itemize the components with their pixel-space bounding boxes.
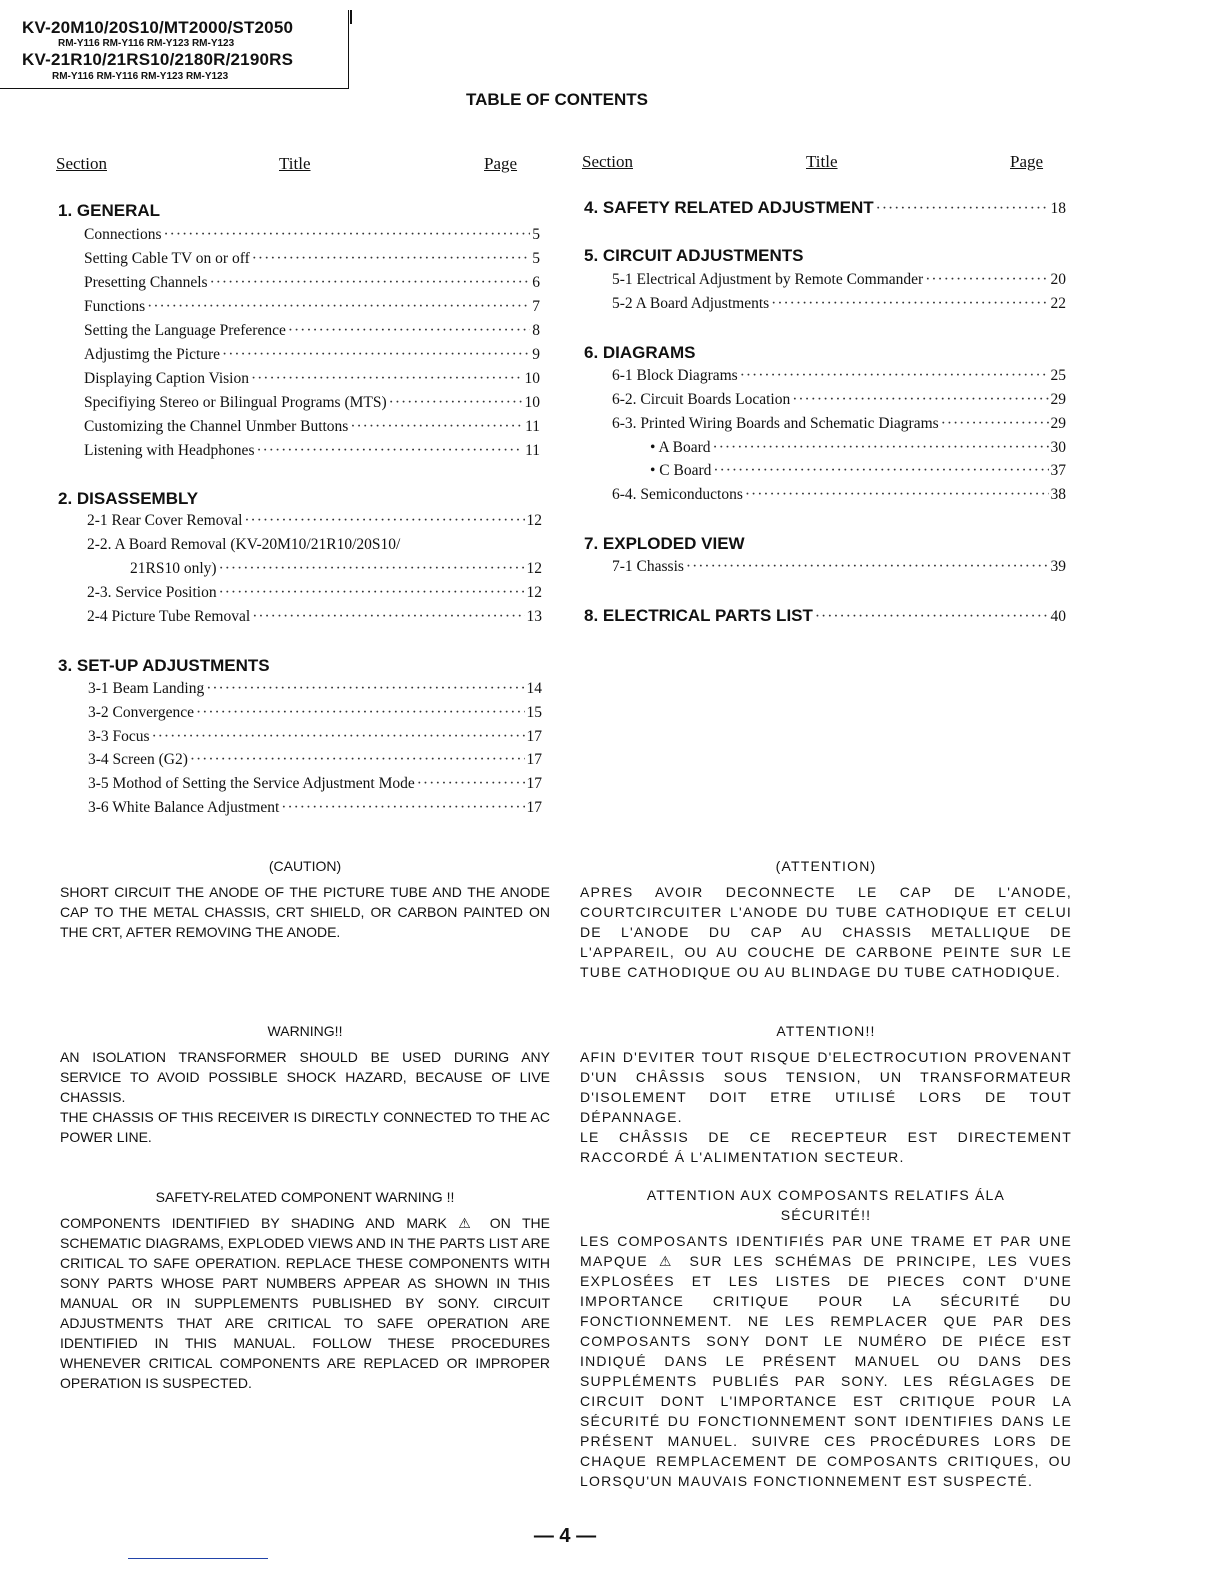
toc-entry[interactable]: Specifiying Stereo or Bilingual Programs (MTS) ····· 10 xyxy=(84,394,540,412)
safety-notice xyxy=(60,1187,550,1393)
toc-entry-section-8[interactable]: 8. ELECTRICAL PARTS LIST ····· 40 xyxy=(584,606,1066,626)
model-line-2: KV-21R10/21RS10/2180R/2190RS xyxy=(22,50,294,69)
toc-entry[interactable]: Displaying Caption Vision ····· 10 xyxy=(84,370,540,388)
toc-entry[interactable]: Setting the Language Preference ····· 8 xyxy=(84,322,540,340)
toc-entry[interactable]: 3-3 Focus ····· 17 xyxy=(88,728,542,746)
section-title: 6. DIAGRAMS xyxy=(584,343,696,362)
safety-text: COMPONENTS IDENTIFIED BY SHADING AND MARK ⚠ ON THE SCHEMATIC DIAGRAMS, EXPLODED VIEWS AND IN THE PARTS LIST ARE CRITICAL TO SAFE OPERATION. REPLACE THESE COMPONENTS WITH SONY PARTS WHOSE PART NUMBERS APPEAR AS SHOWN IN THIS MANUAL OR IN SUPPLEMENTS PUBLISHED BY SONY. CIRCUIT ADJUSTMENTS THAT ARE CRITICAL TO SAFE OPERATION ARE IDENTIFIED IN THIS MANUAL. FOLLOW THESE PROCEDURES WHENEVER CRITICAL COMPONENTS ARE REPLACED OR IMPROPER OPERATION IS SUSPECTED. xyxy=(60,1215,550,1391)
section-title: 2. DISASSEMBLY xyxy=(58,489,199,508)
securite-title: ATTENTION AUX COMPOSANTS RELATIFS ÁLA SÉCURITÉ!! xyxy=(646,1187,1006,1223)
toc-entry-section-4[interactable]: 4. SAFETY RELATED ADJUSTMENT ····· 18 xyxy=(584,198,1066,218)
toc-entry[interactable]: 5-2 A Board Adjustments ····· 22 xyxy=(612,295,1066,313)
toc-entry[interactable]: 2-2. A Board Removal (KV-20M10/21R10/20S10/ xyxy=(87,536,401,553)
column-header-page: Page xyxy=(1010,152,1044,171)
toc-entry[interactable]: Adjustimg the Picture ····· 9 xyxy=(84,346,540,364)
attention-notice xyxy=(580,856,1072,982)
attention2-title: ATTENTION!! xyxy=(776,1023,876,1039)
warning-title: WARNING!! xyxy=(267,1023,343,1039)
warning-text-2: THE CHASSIS OF THIS RECEIVER IS DIRECTLY CONNECTED TO THE AC POWER LINE. xyxy=(60,1109,550,1145)
column-header-section: Section xyxy=(56,154,107,173)
toc-entry[interactable]: 7-1 Chassis ····· 39 xyxy=(612,558,1066,576)
column-header-page: Page xyxy=(484,154,518,173)
toc-entry[interactable]: Functions ····· 7 xyxy=(84,298,540,316)
column-header-title: Title xyxy=(806,152,838,171)
toc-entry[interactable]: 6-1 Block Diagrams ····· 25 xyxy=(612,367,1066,385)
toc-entry[interactable]: Listening with Headphones ····· 11 xyxy=(84,442,540,460)
toc-entry[interactable]: 3-4 Screen (G2) ····· 17 xyxy=(88,751,542,769)
attention-title: (ATTENTION) xyxy=(775,858,877,874)
securite-text: LES COMPOSANTS IDENTIFIÉS PAR UNE TRAME ET PAR UNE MAPQUE ⚠ SUR LES SCHÉMAS DE PRINCIPE, LES VUES EXPLOSÉES ET LES LISTES DE PIECES CONT D'UNE IMPORTANCE CRITIQUE POUR LA SÉCURITÉ DU FONCTIONNEMENT. NE LES REMPLACER QUE PAR DES COMPOSANTS SONY DONT LE NUMÉRO DE PIÉCE EST INDIQUÉ DANS LE PRÉSENT MANUEL OU DANS DES SUPPLÉMENTS PUBLIÉS PAR SONY. LES RÉGLAGES DE CIRCUIT DONT L'IMPORTANCE EST CRITIQUE POUR LA SÉCURITÉ DU FONCTIONNEMENT SONT IDENTIFIES DANS LE PRÉSENT MANUEL. SUIVRE CES PROCÉDURES LORS DE CHAQUE REMPLACEMENT DE COMPOSANTS CRITIQUES, OU LORSQU'UN MAUVAIS FONCTIONNEMENT EST SUSPECTÉ. xyxy=(580,1233,1072,1489)
toc-entry[interactable]: 3-5 Mothod of Setting the Service Adjustment Mode ····· 17 xyxy=(88,775,542,793)
warning-text-1: AN ISOLATION TRANSFORMER SHOULD BE USED DURING ANY SERVICE TO AVOID POSSIBLE SHOCK HAZARD, BECAUSE OF LIVE CHASSIS. xyxy=(60,1049,550,1105)
section-title: 1. GENERAL xyxy=(58,201,161,220)
safety-title: SAFETY-RELATED COMPONENT WARNING !! xyxy=(155,1189,455,1205)
toc-entry[interactable]: Customizing the Channel Unmber Buttons ····· 11 xyxy=(84,418,540,436)
column-header-section: Section xyxy=(582,152,633,171)
page-number: — 4 — xyxy=(533,1525,597,1547)
attention2-notice xyxy=(580,1021,1072,1167)
page-title: TABLE OF CONTENTS xyxy=(466,90,648,109)
caution-text: SHORT CIRCUIT THE ANODE OF THE PICTURE TUBE AND THE ANODE CAP TO THE METAL CHASSIS, CRT SHIELD, OR CARBON PAINTED ON THE CRT, AFTER REMOVING THE ANODE. xyxy=(60,884,550,940)
toc-entry[interactable]: Setting Cable TV on or off ····· 5 xyxy=(84,250,540,268)
header-tick xyxy=(350,10,352,24)
attention-text: APRES AVOIR DECONNECTE LE CAP DE L'ANODE, COURTCIRCUITER L'ANODE DU TUBE CATHODIQUE ET CELUI DE L'ANODE DU CAP AU CHASSIS METALLIQUE DE L'APPAREIL, OU AU COUCHE DE CARBONE PEINTE SUR LE TUBE CATHODIQUE OU AU BLINDAGE DU TUBE CATHODIQUE. xyxy=(580,884,1072,980)
remote-line-2: RM-Y116 RM-Y116 RM-Y123 RM-Y123 xyxy=(52,71,229,82)
toc-entry[interactable]: 6-3. Printed Wiring Boards and Schematic Diagrams ····· 29 xyxy=(612,415,1066,433)
toc-entry[interactable]: 2-1 Rear Cover Removal ····· 12 xyxy=(87,512,542,530)
warning-notice xyxy=(60,1021,550,1147)
footer-rule xyxy=(128,1558,268,1559)
model-line-1: KV-20M10/20S10/MT2000/ST2050 xyxy=(22,18,294,37)
toc-entry[interactable]: Presetting Channels ····· 6 xyxy=(84,274,540,292)
attention2-text-1: AFIN D'EVITER TOUT RISQUE D'ELECTROCUTION PROVENANT D'UN CHÂSSIS SOUS TENSION, UN TRANSFORMATEUR D'ISOLEMENT DOIT ETRE UTILISÉ LORS DE TOUT DÉPANNAGE. xyxy=(580,1049,1072,1125)
section-title: 7. EXPLODED VIEW xyxy=(584,534,745,553)
toc-entry[interactable]: 2-3. Service Position ····· 12 xyxy=(87,584,542,602)
caution-title: (CAUTION) xyxy=(268,858,342,874)
model-header-box xyxy=(0,10,349,89)
remote-line-1: RM-Y116 RM-Y116 RM-Y123 RM-Y123 xyxy=(58,38,235,49)
toc-entry[interactable]: 3-2 Convergence ····· 15 xyxy=(88,704,542,722)
section-title: 5. CIRCUIT ADJUSTMENTS xyxy=(584,246,804,265)
caution-notice xyxy=(60,856,550,942)
toc-entry[interactable]: 5-1 Electrical Adjustment by Remote Commander ····· 20 xyxy=(612,271,1066,289)
toc-entry[interactable]: • C Board ····· 37 xyxy=(650,462,1066,480)
toc-entry[interactable]: Connections ····· 5 xyxy=(84,226,540,244)
toc-entry[interactable]: • A Board ····· 30 xyxy=(650,439,1066,457)
toc-entry[interactable]: 3-6 White Balance Adjustment ····· 17 xyxy=(88,799,542,817)
toc-entry[interactable]: 21RS10 only) ····· 12 xyxy=(130,560,542,578)
securite-notice xyxy=(580,1185,1072,1491)
toc-entry[interactable]: 6-4. Semiconductons ····· 38 xyxy=(612,486,1066,504)
toc-entry[interactable]: 2-4 Picture Tube Removal ····· 13 xyxy=(87,608,542,626)
section-title: 3. SET-UP ADJUSTMENTS xyxy=(58,656,270,675)
column-header-title: Title xyxy=(279,154,311,173)
toc-entry[interactable]: 3-1 Beam Landing ····· 14 xyxy=(88,680,542,698)
toc-entry[interactable]: 6-2. Circuit Boards Location ····· 29 xyxy=(612,391,1066,409)
attention2-text-2: LE CHÂSSIS DE CE RECEPTEUR EST DIRECTEMENT RACCORDÉ Á L'ALIMENTATION SECTEUR. xyxy=(580,1129,1072,1165)
